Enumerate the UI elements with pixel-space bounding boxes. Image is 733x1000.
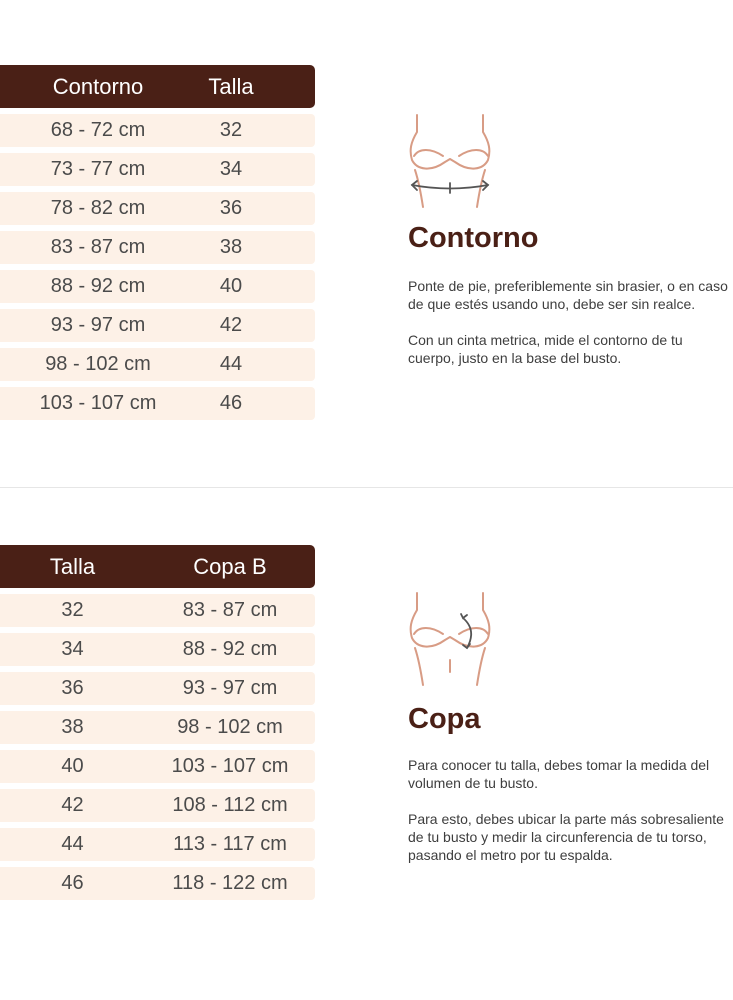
table-row	[0, 387, 315, 420]
contorno-title: Contorno	[408, 222, 539, 254]
copa-paragraph-2: Para esto, debes ubicar la parte más sobresaliente de tu busto y medir la circunferencia de tu torso, pasando el metro por tu espalda.	[408, 811, 724, 863]
bra-cup-measure-icon	[405, 590, 497, 690]
cell-copa: 103 - 107 cm	[171, 755, 289, 777]
table-row	[0, 153, 315, 186]
header-talla: Talla	[208, 73, 254, 99]
table-row	[0, 672, 315, 705]
cell-talla: 46	[219, 392, 243, 414]
table-row	[0, 309, 315, 342]
table-row	[0, 867, 315, 900]
cell-contorno: 98 - 102 cm	[45, 353, 151, 375]
cell-talla: 44	[61, 833, 84, 855]
contorno-info	[408, 222, 728, 367]
cell-talla: 34	[61, 638, 84, 660]
cell-contorno: 73 - 77 cm	[50, 158, 146, 180]
cell-contorno: 93 - 97 cm	[50, 314, 146, 336]
section-divider	[0, 487, 733, 488]
cell-talla: 36	[61, 677, 84, 699]
table-row	[0, 789, 315, 822]
copa-title: Copa	[408, 703, 481, 735]
header-talla: Talla	[49, 553, 96, 579]
cell-talla: 32	[61, 599, 84, 621]
table-row	[0, 711, 315, 744]
cell-copa: 113 - 117 cm	[173, 833, 287, 855]
contorno-paragraph-1: Ponte de pie, preferiblemente sin brasier, o en caso de que estés usando uno, debe ser sin realce.	[408, 278, 728, 312]
cell-contorno: 103 - 107 cm	[39, 392, 157, 414]
cell-talla: 42	[61, 794, 84, 816]
contorno-size-table	[0, 65, 315, 420]
table-row	[0, 231, 315, 264]
cell-copa: 88 - 92 cm	[182, 638, 278, 660]
table-row	[0, 828, 315, 861]
cell-contorno: 78 - 82 cm	[50, 197, 146, 219]
table-row	[0, 750, 315, 783]
bra-band-measure-icon	[405, 112, 497, 212]
table-row	[0, 348, 315, 381]
table-row	[0, 594, 315, 627]
cell-copa: 98 - 102 cm	[177, 716, 283, 738]
copa-paragraph-1: Para conocer tu talla, debes tomar la medida del volumen de tu busto.	[408, 757, 710, 791]
table-row	[0, 114, 315, 147]
cell-copa: 108 - 112 cm	[172, 794, 288, 816]
contorno-paragraph-2: Con un cinta metrica, mide el contorno de tu cuerpo, justo en la base del busto.	[408, 332, 683, 366]
cell-talla: 36	[219, 197, 243, 219]
cell-talla: 32	[219, 119, 243, 141]
table-row	[0, 192, 315, 225]
cell-talla: 38	[61, 716, 84, 738]
cell-copa: 118 - 122 cm	[172, 872, 288, 894]
cell-talla: 46	[61, 872, 84, 894]
header-contorno: Contorno	[52, 73, 144, 99]
table-header	[0, 65, 315, 108]
cell-talla: 42	[219, 314, 243, 336]
cell-contorno: 83 - 87 cm	[50, 236, 146, 258]
cell-contorno: 68 - 72 cm	[50, 119, 146, 141]
cell-talla: 40	[219, 275, 243, 297]
cell-talla: 40	[61, 755, 84, 777]
table-row	[0, 270, 315, 303]
copa-size-table	[0, 545, 315, 900]
copa-info	[408, 703, 728, 864]
cell-talla: 34	[219, 158, 243, 180]
table-row	[0, 633, 315, 666]
header-copa-b: Copa B	[193, 553, 267, 579]
cell-contorno: 88 - 92 cm	[50, 275, 146, 297]
cell-talla: 38	[219, 236, 243, 258]
cell-copa: 93 - 97 cm	[182, 677, 278, 699]
table-header	[0, 545, 315, 588]
cell-copa: 83 - 87 cm	[182, 599, 278, 621]
cell-talla: 44	[219, 353, 243, 375]
